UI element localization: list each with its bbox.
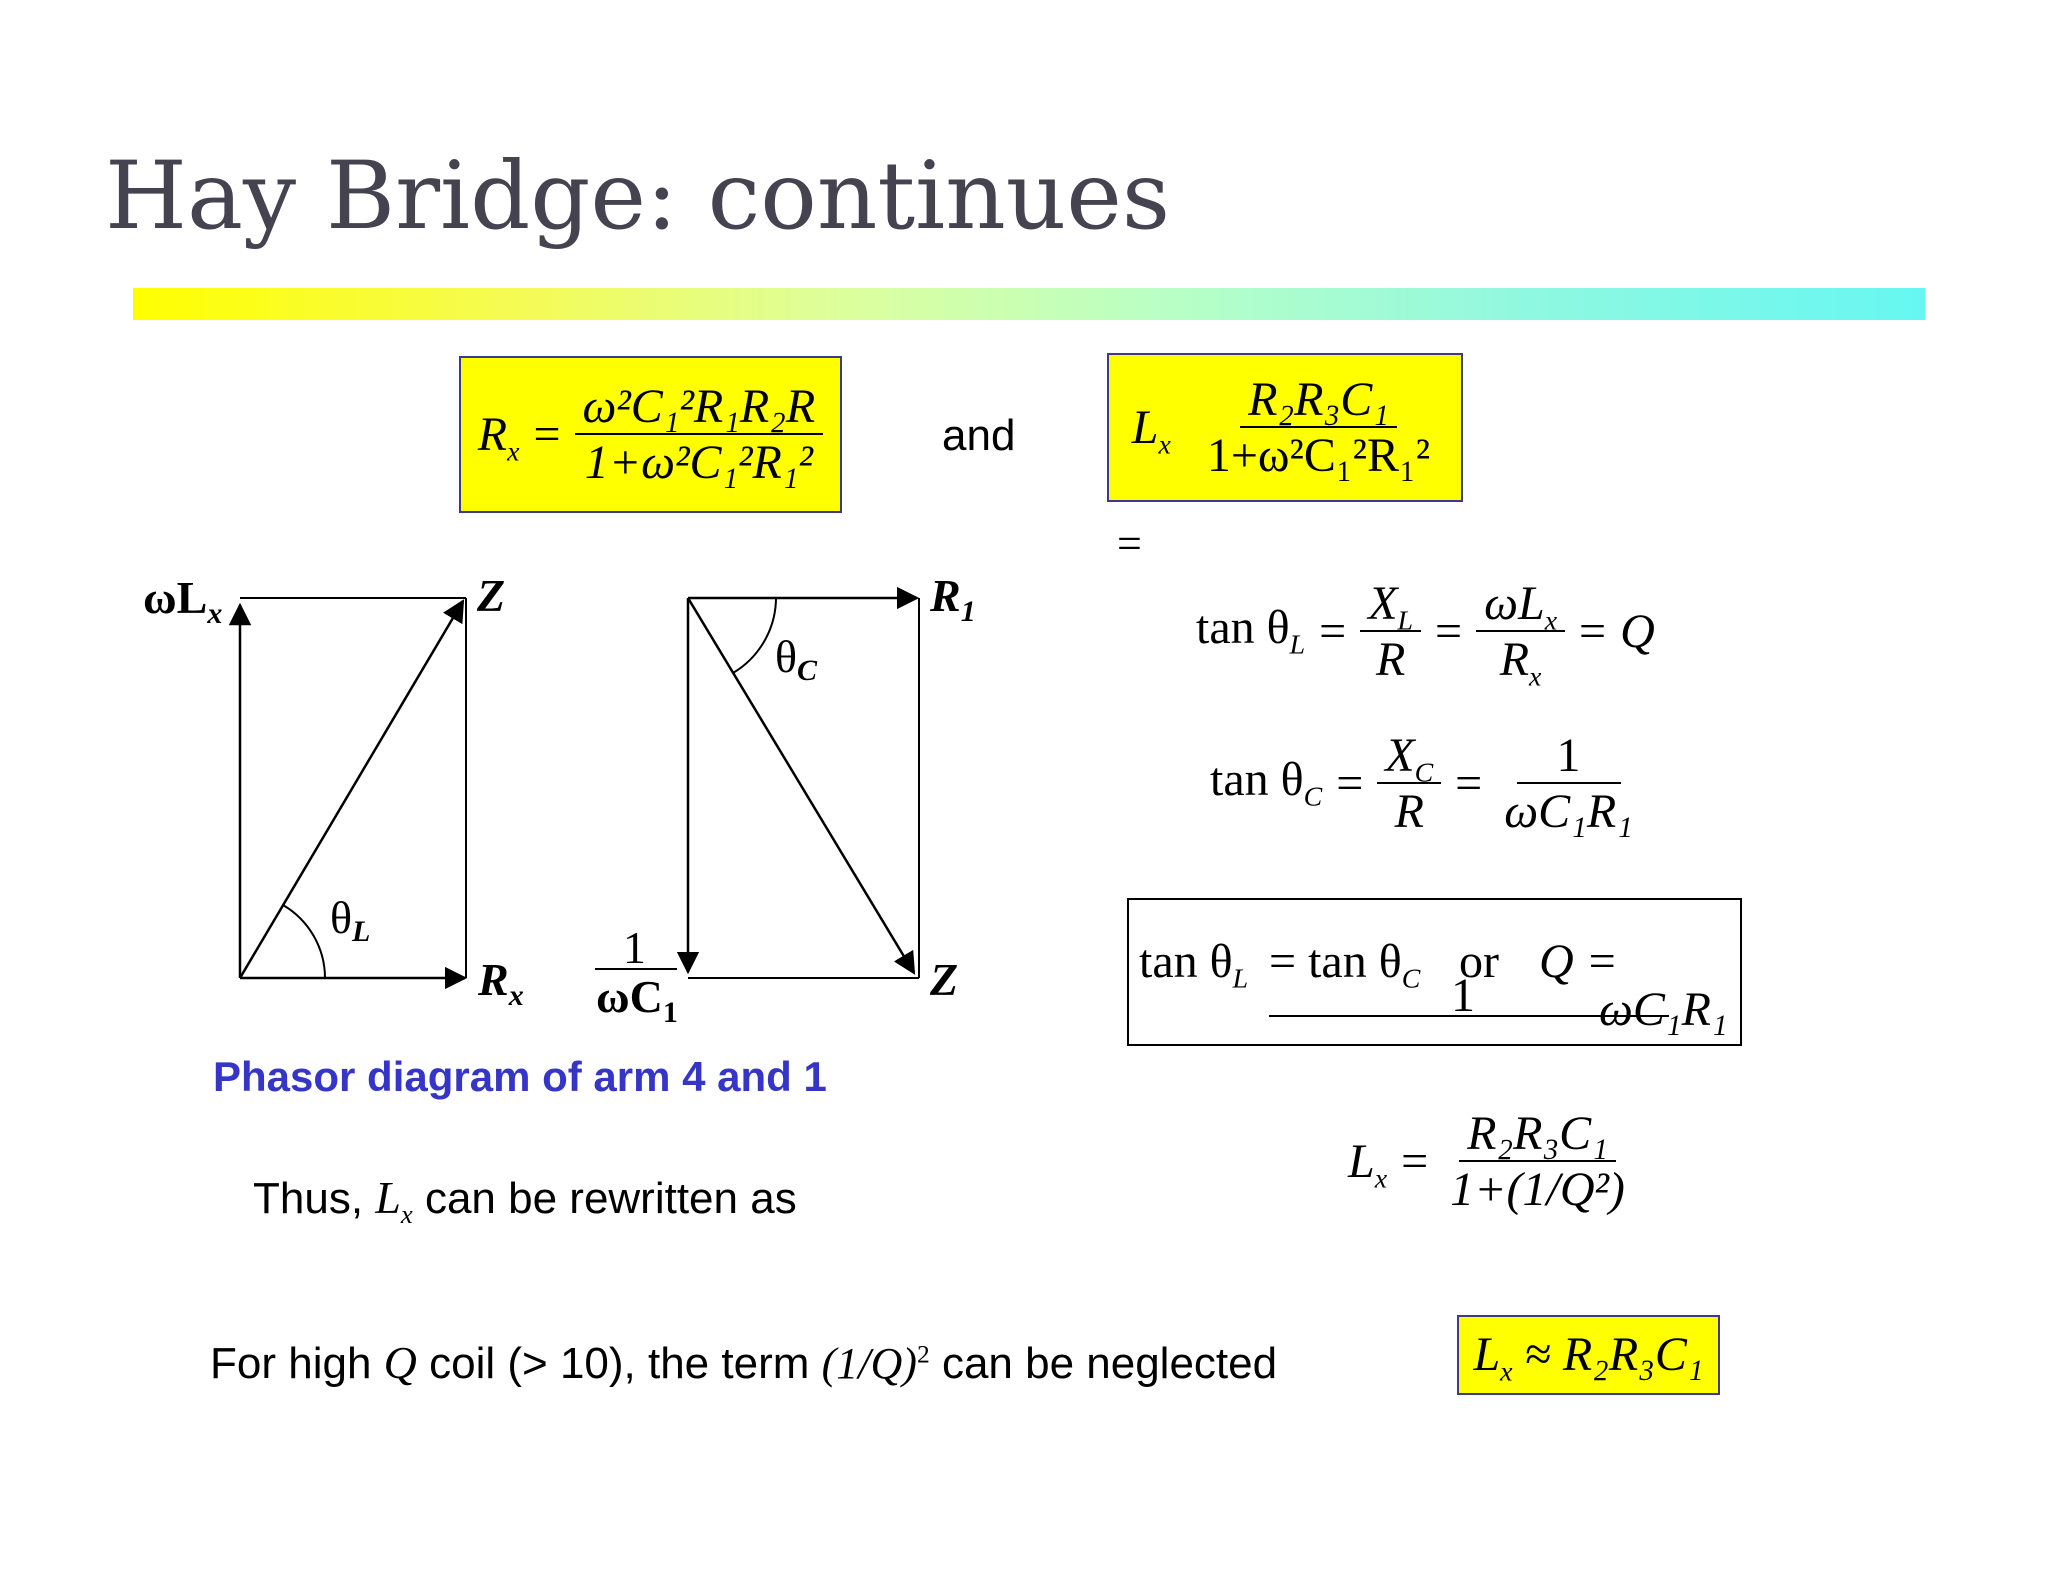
theta-l-label: θL bbox=[330, 892, 371, 948]
lx-numerator: R₂R₃C₁ bbox=[1240, 376, 1397, 428]
thus-sentence: Thus, $L_x$ can be rewritten as bbox=[253, 1172, 797, 1230]
title-gradient-bar bbox=[133, 288, 1925, 320]
phasor-diagram bbox=[130, 565, 990, 1045]
rx-numerator: ω²C₁²R₁R₂R bbox=[575, 383, 824, 435]
rx-denominator: 1+ω²C₁²R₁² bbox=[584, 435, 813, 489]
q-equals: Q = bbox=[1539, 935, 1619, 988]
boxed-denominator: ωC₁R₁ bbox=[1599, 983, 1728, 1036]
boxed-one: 1 bbox=[1451, 969, 1475, 1022]
lx-lhs: $L_x$ bbox=[1131, 400, 1171, 461]
lx-rewritten-fraction: $\frac{\text{R₂R₃C₁}}{\text{1+(1/Q²)}}$ bbox=[1450, 1107, 1625, 1216]
xc-over-r: $\frac{X_C}{R}$ bbox=[1377, 732, 1441, 836]
and-connector: and bbox=[942, 411, 1016, 460]
rx-formula-box: $R_x$ = $\frac{\text{ω²C₁²R₁R₂R}}{\text{1+ω²C₁²R₁²}}$ bbox=[459, 356, 842, 513]
rx-lhs: $R_x$ bbox=[477, 407, 520, 468]
lx-approx-box: $L_x \approx R_2R_3C_1$ bbox=[1457, 1315, 1720, 1395]
slide-title: Hay Bridge: continues bbox=[105, 142, 1171, 251]
rx-fraction bbox=[575, 379, 824, 489]
rx-label: $R_x$ bbox=[478, 954, 524, 1012]
one-over-wc1-den: $\omega C_1$ bbox=[596, 971, 678, 1029]
wlx-over-rx: $\frac{\omega L_x}{R_x}$ bbox=[1476, 580, 1565, 684]
z-label-right: Z bbox=[930, 954, 959, 1005]
high-q-sentence: For high Q coil (> 10), the term $(1/Q)^2$ can be neglected bbox=[210, 1337, 1278, 1388]
tan-theta-c-equation: $\tan \theta_C$ = $\frac{X_C}{R}$ = $\frac{1}{\text{ωC₁R₁}}$ bbox=[1210, 732, 1641, 836]
one-over-wc1r1: $\frac{1}{\text{ωC₁R₁}}$ bbox=[1504, 729, 1633, 838]
theta-c-arc bbox=[733, 598, 776, 673]
theta-c-label: θC bbox=[775, 631, 818, 687]
lx-rewritten-equation: $L_x$ = $\frac{\text{R₂R₃C₁}}{\text{1+(1/Q²)}}$ bbox=[1348, 1110, 1633, 1214]
theta-l-arc bbox=[283, 905, 325, 978]
or-text: or bbox=[1459, 935, 1499, 988]
q-symbol: Q bbox=[1620, 605, 1655, 658]
tan-theta-l-equation: $\tan \theta_L$ = $\frac{X_L}{R}$ = $\frac{\omega L_x}{R_x}$ = Q bbox=[1196, 577, 1655, 693]
z-label-left: Z bbox=[477, 570, 506, 621]
lx-formula-box bbox=[1107, 353, 1463, 502]
lx-fraction bbox=[1199, 372, 1438, 482]
one-over-wc1-num: 1 bbox=[623, 922, 646, 973]
stray-equals: = bbox=[1117, 519, 1142, 568]
r1-label: $R_1$ bbox=[930, 570, 976, 628]
right-phasor-diagram bbox=[595, 570, 976, 1029]
left-phasor-diagram bbox=[143, 570, 524, 1012]
xl-over-r: $\frac{X_L}{R}$ bbox=[1360, 580, 1421, 684]
phasor-caption: Phasor diagram of arm 4 and 1 bbox=[213, 1053, 827, 1100]
wlx-label: $\omega L_x$ bbox=[143, 572, 223, 630]
lx-denominator: 1+ω²C₁²R₁² bbox=[1206, 428, 1431, 482]
q-relation-box: $\tan \theta_L$ = $\tan \theta_C$ or Q = 1 ωC₁R₁ bbox=[1127, 898, 1742, 1046]
